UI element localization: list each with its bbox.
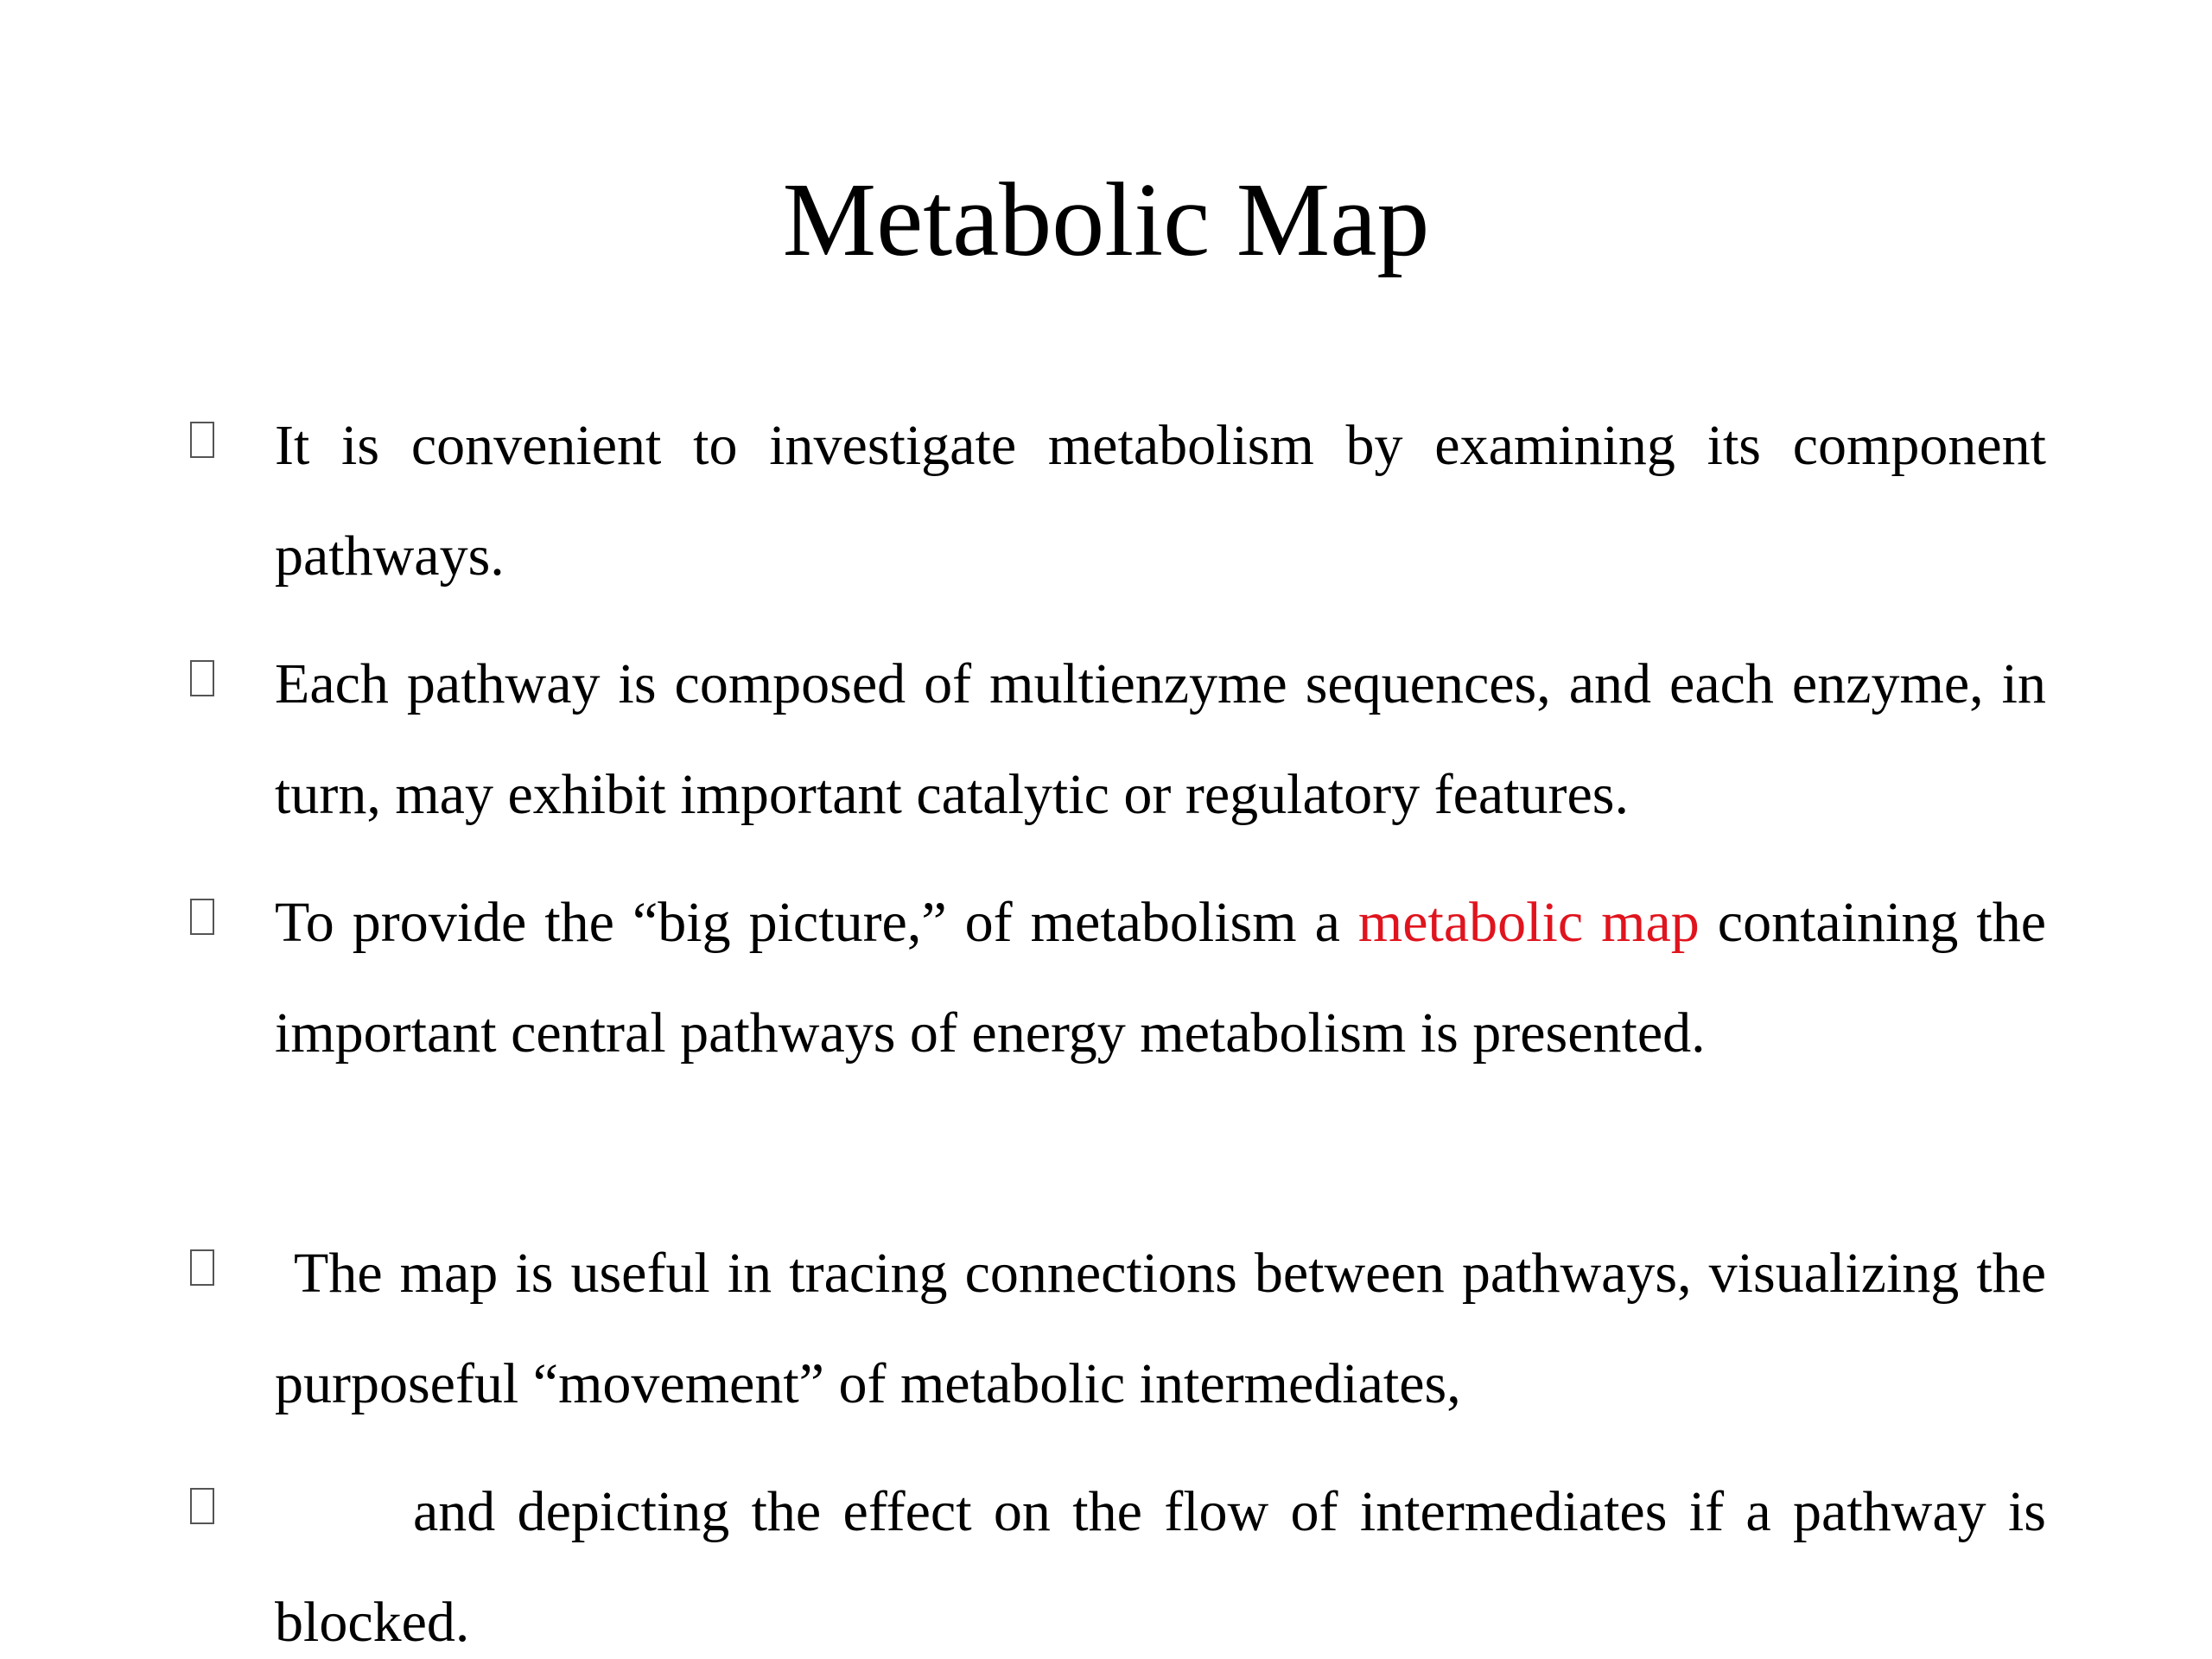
metabolic-map-highlight: metabolic map xyxy=(1357,891,1700,954)
slide-title: Metabolic Map xyxy=(782,162,1430,278)
square-bullet-icon xyxy=(190,1249,214,1286)
square-bullet-icon xyxy=(190,660,214,696)
bullet-text: Each pathway is composed of multienzyme sequences, and each enzyme, in turn, may exhibit important catalytic or regulatory features. xyxy=(275,652,2046,826)
bullet-text xyxy=(275,868,2046,1089)
bullet-text-end: containing the important central pathways of energy metabolism is presented. xyxy=(275,891,2047,1065)
bullet-text: The map is useful in tracing connections between pathways, visualizing the purposeful “movement” of metabolic intermediates, xyxy=(275,1242,2046,1415)
square-bullet-icon xyxy=(190,1488,214,1524)
bullet-text: It is convenient to investigate metabolism by examining its component pathways. xyxy=(275,414,2046,588)
bullet-text-start: To provide the “big picture,” of metabolism a xyxy=(275,891,1340,954)
square-bullet-icon xyxy=(190,422,214,458)
bullet-text: and depicting the effect on the flow of intermediates if a pathway is blocked. xyxy=(275,1480,2046,1654)
square-bullet-icon xyxy=(190,899,214,935)
